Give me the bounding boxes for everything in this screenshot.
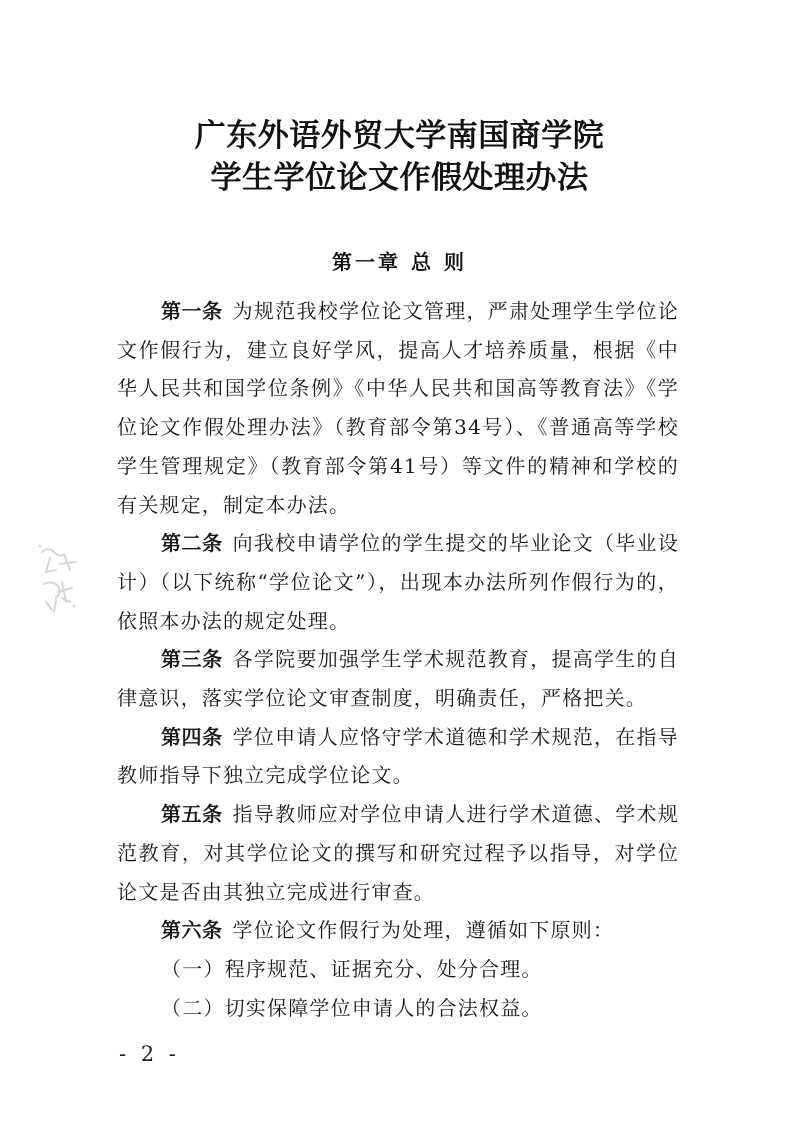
article-number: 第五条 <box>161 802 223 827</box>
article-number: 第一条 <box>161 299 223 323</box>
article-paragraph <box>117 911 679 950</box>
document-title-line-2: 学生学位论文作假处理办法 <box>210 160 589 196</box>
faded-stamp-mark <box>30 532 90 620</box>
article-number: 第三条 <box>161 647 223 672</box>
article-number: 第四条 <box>161 724 223 749</box>
article-text: 指导教师应对学位申请人进行学术道德、学术规范教育，对其学位论文的撰写和研究过程予以指导，对学位论文是否由其独立完成进行审查。 <box>117 802 679 904</box>
page-number: - 2 - <box>119 1042 180 1066</box>
document-title-line-1: 广东外语外贸大学南国商学院 <box>194 118 605 154</box>
principle-text: （一）程序规范、证据充分、处分合理。 <box>161 956 543 981</box>
article-text: 学位论文作假行为处理，遵循如下原则： <box>232 918 615 943</box>
article-paragraph <box>117 524 679 640</box>
principle-text: （二）切实保障学位申请人的合法权益。 <box>161 995 543 1020</box>
article-text: 各学院要加强学生学术规范教育，提高学生的自律意识，落实学位论文审查制度，明确责任，严格把关。 <box>117 647 679 711</box>
article-paragraph <box>117 292 679 524</box>
article-text: 为规范我校学位论文管理，严肃处理学生学位论文作假行为，建立良好学风，提高人才培养质量，根据《中华人民共和国学位条例》《中华人民共和国高等教育法》《学位论文作假处理办法》（教育部令第34号）、《普通高等学校学生管理规定》（教育部令第41号）等文件的精神和学校的有关规定，制定本办法。 <box>117 299 679 517</box>
article-paragraph <box>117 718 679 795</box>
article-number: 第六条 <box>161 918 223 943</box>
article-paragraph <box>117 795 679 911</box>
article-text: 向我校申请学位的学生提交的毕业论文（毕业设计）（以下统称“学位论文”），出现本办法所列作假行为的，依照本办法的规定处理。 <box>117 531 679 633</box>
document-body <box>117 292 679 1027</box>
chapter-heading: 第一章 总 则 <box>332 250 467 274</box>
principle-item <box>117 950 679 989</box>
article-number: 第二条 <box>161 531 223 556</box>
article-paragraph <box>117 640 679 717</box>
article-text: 学位申请人应恪守学术道德和学术规范，在指导教师指导下独立完成学位论文。 <box>117 724 679 788</box>
principle-item <box>117 989 679 1028</box>
